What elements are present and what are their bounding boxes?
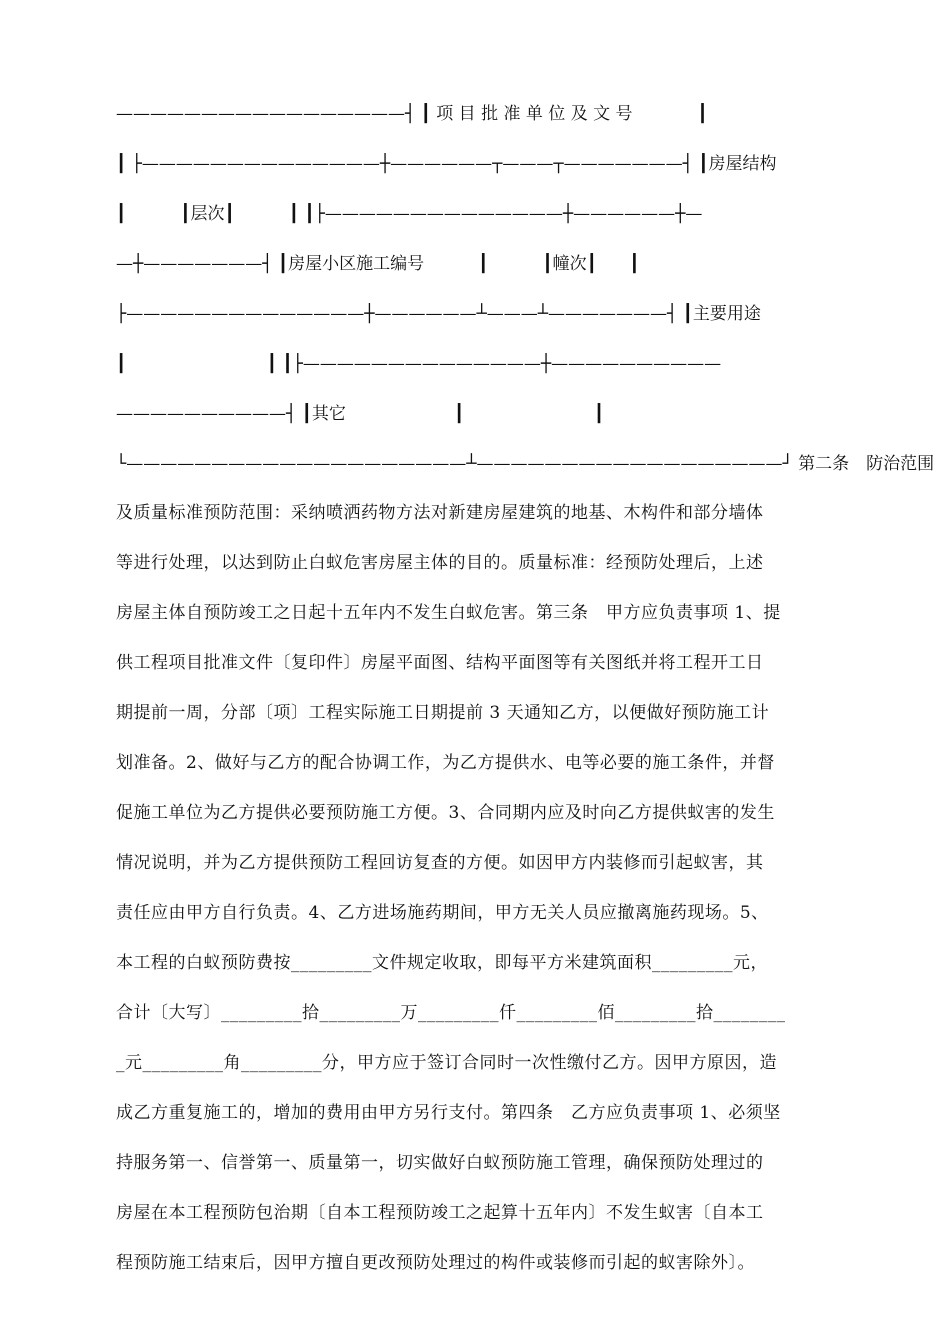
paragraph-line: 及质量标准预防范围：采纳喷洒药物方法对新建房屋建筑的地基、木构件和部分墙体 (116, 503, 764, 523)
paragraph-line: 程预防施工结束后，因甲方擅自更改预防处理过的构件或装修而引起的蚁害除外〕。 (116, 1253, 755, 1273)
paragraph-line: 合计〔大写〕_________拾_________万_________仟_________佰_________拾________ (116, 1003, 786, 1023)
table-line-8: └————————————————————┴——————————————————┘ 第二条 防治范围 (116, 454, 935, 474)
paragraph-line: 房屋主体自预防竣工之日起十五年内不发生白蚁危害。第三条 甲方应负责事项 1、提 (116, 603, 781, 623)
table-line-6: ┃ ┃ ┃├——————————————┼—————————— (116, 354, 722, 374)
paragraph-line: 供工程项目批准文件〔复印件〕房屋平面图、结构平面图等有关图纸并将工程开工日 (116, 653, 764, 673)
paragraph-line: 划准备。2、做好与乙方的配合协调工作，为乙方提供水、电等必要的施工条件，并督 (116, 753, 775, 773)
paragraph-line: 等进行处理，以达到防止白蚁危害房屋主体的目的。质量标准：经预防处理后，上述 (116, 553, 764, 573)
paragraph-line: 成乙方重复施工的，增加的费用由甲方另行支付。第四条 乙方应负责事项 1、必须坚 (116, 1103, 781, 1123)
table-line-2: ┃ ├——————————————┼——————┬———┬———————┤ ┃房屋结构 (116, 154, 777, 174)
table-line-4: —┼———————┤ ┃房屋小区施工编号 ┃ ┃幢次┃ ┃ (116, 254, 640, 274)
table-line-5: ├——————————————┼——————┴———┴———————┤ ┃主要用途 (116, 304, 761, 324)
paragraph-line: 责任应由甲方自行负责。4、乙方进场施药期间，甲方无关人员应撤离施药现场。5、 (116, 903, 769, 923)
paragraph-line: 本工程的白蚁预防费按_________文件规定收取，即每平方米建筑面积_________元， (116, 953, 768, 973)
paragraph-line: 房屋在本工程预防包治期〔自本工程预防竣工之起算十五年内〕不发生蚁害〔自本工 (116, 1203, 764, 1223)
paragraph-line: 促施工单位为乙方提供必要预防施工方便。3、合同期内应及时向乙方提供蚁害的发生 (116, 803, 775, 823)
paragraph-line: 情况说明，并为乙方提供预防工程回访复查的方便。如因甲方内装修而引起蚁害，其 (116, 853, 764, 873)
table-line-1: —————————————————┤ ┃ 项 目 批 准 单 位 及 文 号 ┃ (116, 104, 708, 124)
paragraph-line: 持服务第一、信誉第一、质量第一，切实做好白蚁预防施工管理，确保预防处理过的 (116, 1153, 764, 1173)
table-line-7: ——————————┤ ┃其它 ┃ ┃ (116, 404, 605, 424)
paragraph-line: 期提前一周，分部〔项〕工程实际施工日期提前 3 天通知乙方，以便做好预防施工计 (116, 703, 770, 723)
table-line-3: ┃ ┃层次┃ ┃ ┃├——————————————┼——————┼— (116, 204, 703, 224)
paragraph-line: _元_________角_________分，甲方应于签订合同时一次性缴付乙方。因甲方原因，造 (116, 1053, 777, 1073)
